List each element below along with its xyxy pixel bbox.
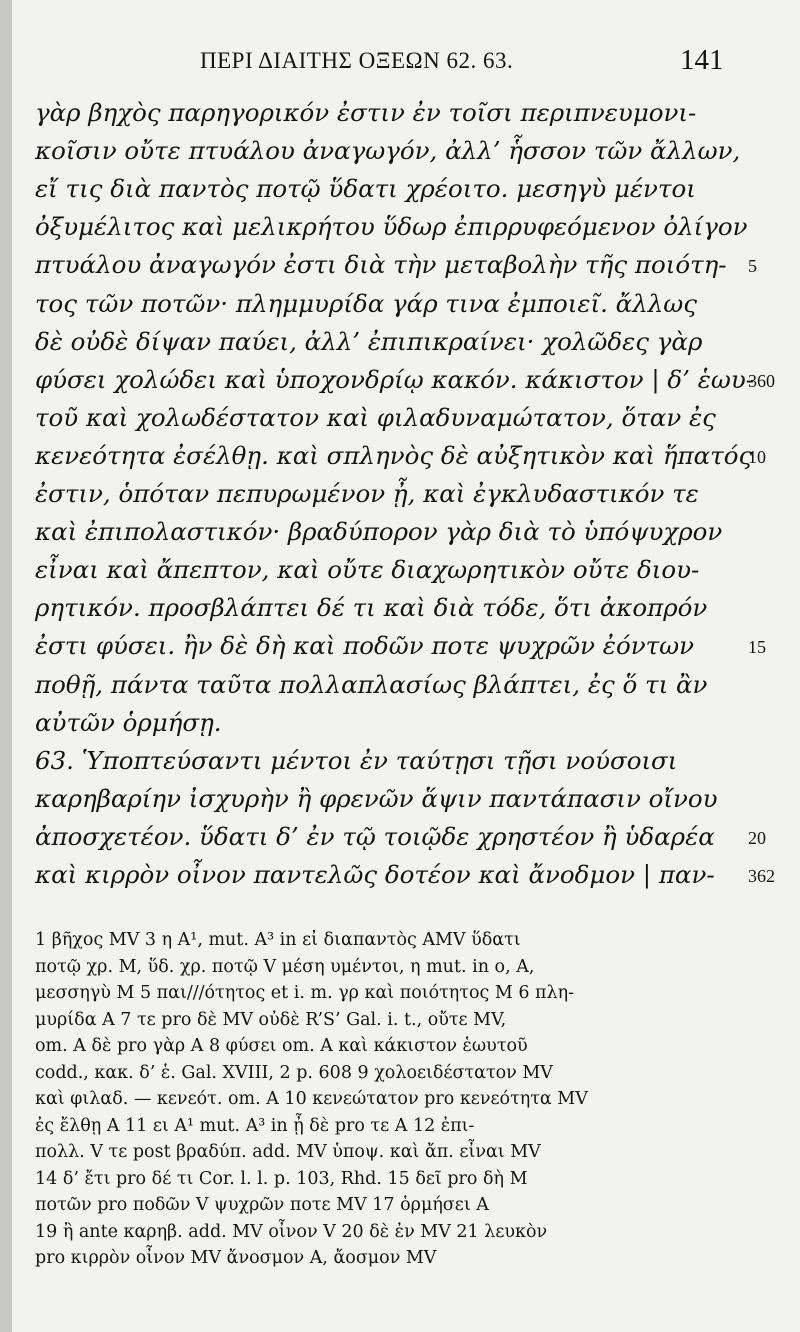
text-line: εἴ τις διὰ παντὸς ποτῷ ὕδατι χρέοιτο. μεσηγὺ μέντοι	[35, 174, 696, 204]
text-line: γὰρ βηχὸς παρηγορικόν ἐστιν ἐν τοῖσι περιπνευμονι-	[35, 98, 697, 127]
text-line: καὶ ἐπιπολαστικόν· βραδύπορον γὰρ διὰ τὸ ὑπόψυχρον	[35, 517, 723, 547]
margin-line-number: 5	[748, 256, 757, 277]
apparatus-line: om. A δὲ pro γὰρ A 8 φύσει om. A καὶ κάκιστον ἑωυτοῦ	[35, 1036, 528, 1056]
apparatus-line: πολλ. V τε post βραδύπ. add. MV ὑποψ. καὶ ἄπ. εἶναι MV	[35, 1142, 541, 1162]
apparatus-line: ποτῶν pro ποδῶν V ψυχρῶν ποτε MV 17 ὁρμήσει A	[35, 1195, 489, 1215]
margin-line-number: 362	[748, 866, 775, 886]
apparatus-line: ἐς ἔλθῃ A 11 ει A¹ mut. A³ in ᾖ δὲ pro τε A 12 ἐπι-	[35, 1115, 475, 1136]
text-line: πτυάλου ἀναγωγόν ἐστι διὰ τὴν μεταβολὴν τῆς ποιότη-	[35, 250, 727, 280]
apparatus-line: 19 ἢ ante καρηβ. add. MV οἶνον V 20 δὲ ἐν MV 21 λευκὸν	[35, 1221, 548, 1242]
text-line: εἶναι καὶ ἄπεπτον, καὶ οὔτε διαχωρητικὸν οὔτε διου-	[35, 555, 700, 585]
apparatus-line: 1 βῆχος MV 3 η A¹, mut. A³ in εἰ διαπαντὸς AMV ὕδατι	[35, 930, 521, 950]
text-line: κοῖσιν οὔτε πτυάλου ἀναγωγόν, ἀλλ’ ἧσσον τῶν ἄλλων,	[35, 136, 741, 166]
apparatus-line: μεσσηγὺ M 5 παι///ότητος et i. m. γρ καὶ ποιότητος M 6 πλη-	[35, 983, 575, 1003]
text-line: καρηβαρίην ἰσχυρὴν ἢ φρενῶν ἅψιν παντάπασιν οἴνου	[35, 783, 718, 813]
text-line: δὲ οὐδὲ δίψαν παύει, ἀλλ’ ἐπιπικραίνει· χολῶδες γὰρ	[35, 326, 703, 356]
text-line: ποθῇ, πάντα ταῦτα πολλαπλασίως βλάπτει, ἐς ὅ τι ἂν	[35, 669, 708, 699]
apparatus-line: codd., κακ. δ’ ἑ. Gal. XVIII, 2 p. 608 9 χολοειδέστατον MV	[35, 1062, 553, 1083]
apparatus-line: ποτῷ χρ. M, ὕδ. χρ. ποτῷ V μέση υμέντοι, η mut. in o, A,	[35, 956, 535, 977]
text-line: ὀξυμέλιτος καὶ μελικρήτου ὕδωρ ἐπιρρυφεόμενον ὀλίγον	[35, 212, 748, 242]
apparatus-line: καὶ φιλαδ. — κενεότ. om. A 10 κενεώτατον pro κενεότητα MV	[35, 1089, 588, 1109]
text-line: καὶ κιρρὸν οἶνον παντελῶς δοτέον καὶ ἄνοδμον | παν-	[35, 860, 715, 889]
running-header	[0, 44, 800, 84]
page-edge-shadow	[0, 0, 12, 1332]
text-line: 63. Ὑποπτεύσαντι μέντοι ἐν ταύτῃσι τῇσι νούσοισι	[35, 745, 678, 775]
margin-line-number: 15	[748, 637, 766, 658]
text-line: ἐστιν, ὁπόταν πεπυρωμένον ᾖ, καὶ ἐγκλυδαστικόν τε	[35, 479, 699, 508]
running-title: ΠΕΡΙ ΔΙΑΙΤΗΣ ΟΞΕΩΝ 62. 63.	[200, 48, 514, 73]
page-number: 141	[680, 44, 724, 76]
apparatus-line: pro κιρρὸν οἶνον MV ἄνοσμον A, ἄοσμον MV	[35, 1248, 437, 1268]
text-line: κενεότητα ἐσέλθῃ. καὶ σπληνὸς δὲ αὐξητικὸν καὶ ἥπατός	[35, 440, 753, 470]
text-line: αὐτῶν ὁρμήσῃ.	[35, 707, 222, 737]
apparatus-line: 14 δ’ ἔτι pro δέ τι Cor. l. l. p. 103, Rhd. 15 δεῖ pro δὴ M	[35, 1168, 528, 1189]
margin-line-number: 360	[748, 370, 775, 391]
text-line: ρητικόν. προσβλάπτει δέ τι καὶ διὰ τόδε, ὅτι ἀκοπρόν	[35, 593, 708, 623]
margin-line-number: 20	[748, 827, 766, 848]
margin-line-number: 10	[748, 446, 766, 467]
text-line: ἀποσχετέον. ὕδατι δ’ ἐν τῷ τοιῷδε χρηστέον ἢ ὑδαρέα	[35, 821, 715, 851]
text-line: φύσει χολώδει καὶ ὑποχονδρίῳ κακόν. κάκιστον | δ’ ἑωυ-	[35, 364, 755, 394]
text-line: ἐστι φύσει. ἢν δὲ δὴ καὶ ποδῶν ποτε ψυχρῶν ἐόντων	[35, 631, 695, 661]
text-line: τοῦ καὶ χολωδέστατον καὶ φιλαδυναμώτατον, ὅταν ἐς	[35, 402, 716, 432]
text-line: τος τῶν ποτῶν· πλημμυρίδα γάρ τινα ἐμποιεῖ. ἄλλως	[35, 288, 697, 318]
apparatus-line: μυρίδα A 7 τε pro δὲ MV οὐδὲ R’S’ Gal. i. t., οὔτε MV,	[35, 1009, 507, 1030]
